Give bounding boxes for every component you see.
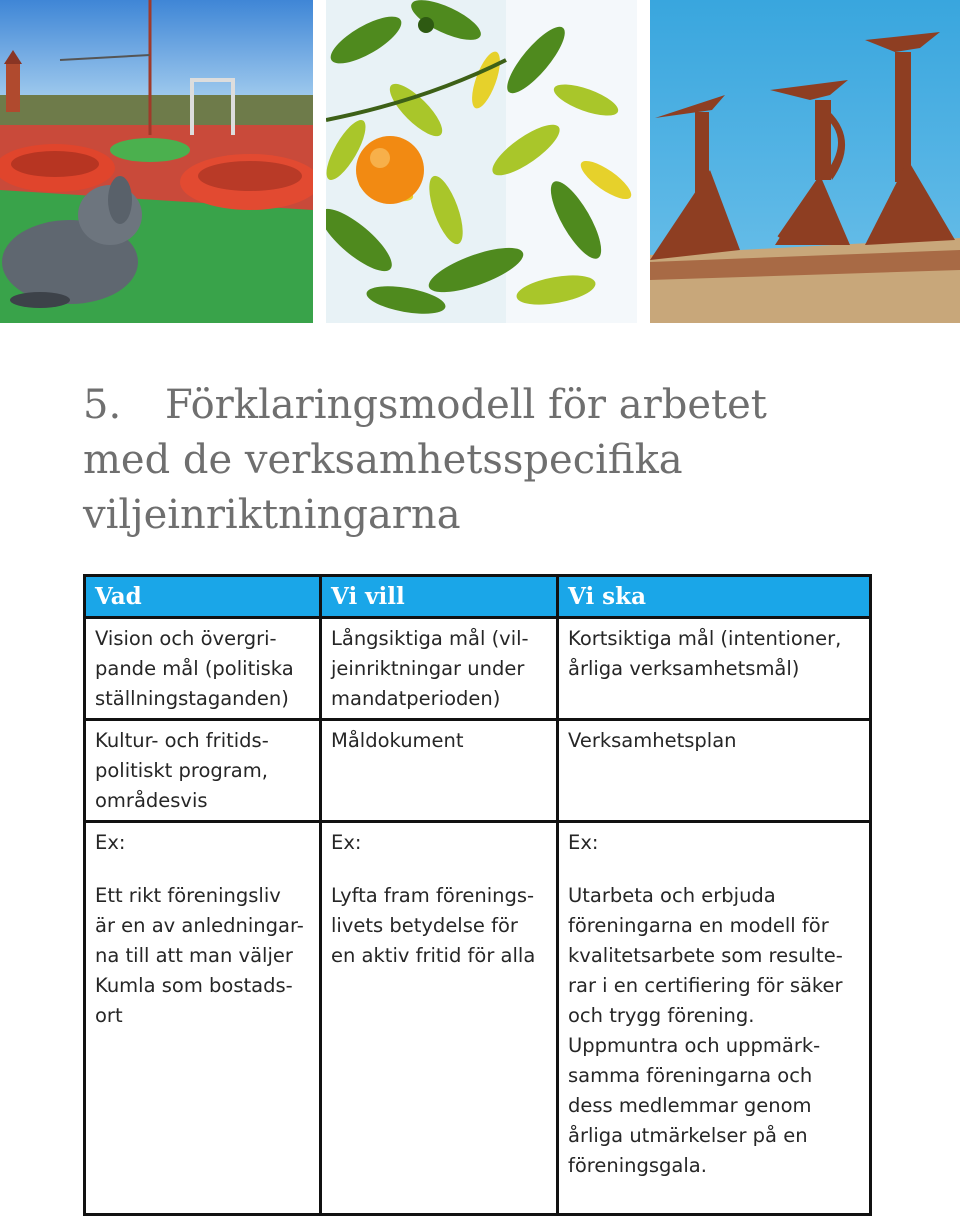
section-heading — [83, 378, 903, 543]
example-text: Lyfta fram förenings- livets betydelse för en aktiv fritid för alla — [331, 884, 536, 967]
table-cell: Verksamhetsplan — [558, 720, 871, 822]
example-text: Utarbeta och erbjuda föreningarna en modell för kvalitetsarbete som resulte- rar i en certifiering för säker och trygg förening. Uppmuntra och uppmärk- samma föreningarna och dess medlemmar genom årliga utmärkelser på en föreningsgala. — [568, 884, 843, 1177]
table-cell: Långsiktiga mål (vil- jeinriktningar under mandatperioden) — [321, 618, 558, 720]
orange-tree-photo — [326, 0, 637, 323]
table-header-row — [85, 576, 871, 618]
header-vad: Vad — [85, 576, 321, 618]
example-text: Ett rikt föreningsliv är en av anledningar- na till att man väljer Kumla som bostads- ort — [95, 884, 304, 1027]
example-cell — [558, 822, 871, 1215]
table-row — [85, 720, 871, 822]
example-label: Ex: — [568, 831, 599, 854]
table-cell: Vision och övergri- pande mål (politiska ställningstaganden) — [85, 618, 321, 720]
table-cell: Kortsiktiga mål (intentioner, årliga verksamhetsmål) — [558, 618, 871, 720]
example-cell — [321, 822, 558, 1215]
header-vi-vill: Vi vill — [321, 576, 558, 618]
heading-line-2: med de verksamhetsspecifika — [83, 437, 683, 483]
heading-line-3: viljeinriktningarna — [83, 492, 461, 538]
example-cell — [85, 822, 321, 1215]
sculpture-photo — [650, 0, 960, 323]
example-row — [85, 822, 871, 1215]
heading-line-1: Förklaringsmodell för arbetet — [165, 382, 767, 428]
section-number: 5. — [83, 382, 122, 428]
header-vi-ska: Vi ska — [558, 576, 871, 618]
example-label: Ex: — [95, 831, 126, 854]
table-row — [85, 618, 871, 720]
table-cell: Måldokument — [321, 720, 558, 822]
table-cell: Kultur- och fritids- politiskt program, områdesvis — [85, 720, 321, 822]
explanation-model-table — [83, 574, 872, 1216]
playground-photo — [0, 0, 313, 323]
example-label: Ex: — [331, 831, 362, 854]
